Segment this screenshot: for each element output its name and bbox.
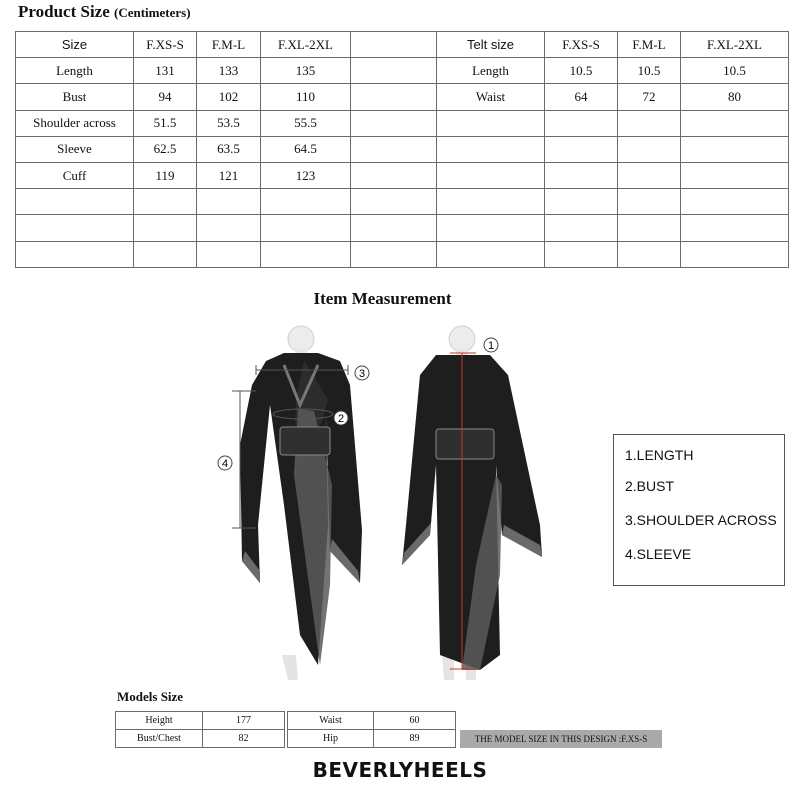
svg-text:4: 4 bbox=[221, 458, 229, 470]
table-cell bbox=[437, 136, 545, 162]
table-row bbox=[16, 110, 789, 136]
table-cell bbox=[437, 215, 545, 241]
table-cell bbox=[681, 189, 789, 215]
table-row bbox=[16, 215, 789, 241]
table-cell bbox=[545, 136, 618, 162]
table-cell bbox=[16, 241, 134, 267]
table-cell: 55.5 bbox=[261, 110, 351, 136]
table-cell bbox=[134, 189, 197, 215]
table-cell: Shoulder across bbox=[16, 110, 134, 136]
table-cell bbox=[351, 58, 437, 84]
models-table-right bbox=[287, 711, 456, 748]
back-garment bbox=[402, 355, 542, 670]
table-cell: F.XS-S bbox=[134, 32, 197, 58]
table-cell bbox=[197, 215, 261, 241]
table-cell: 133 bbox=[197, 58, 261, 84]
table-cell: 64.5 bbox=[261, 136, 351, 162]
table-cell bbox=[545, 110, 618, 136]
table-cell bbox=[437, 162, 545, 188]
table-cell bbox=[351, 241, 437, 267]
model-value: 177 bbox=[203, 712, 285, 730]
product-size-title-text: Product Size bbox=[18, 2, 110, 21]
measurement-legend bbox=[613, 434, 785, 586]
table-cell: 131 bbox=[134, 58, 197, 84]
table-cell: F.XS-S bbox=[545, 32, 618, 58]
table-cell: Length bbox=[437, 58, 545, 84]
measure-marker-1 bbox=[484, 338, 498, 352]
table-cell bbox=[618, 189, 681, 215]
table-cell: F.M-L bbox=[618, 32, 681, 58]
table-cell bbox=[618, 136, 681, 162]
model-label: Bust/Chest bbox=[116, 730, 203, 748]
table-cell bbox=[351, 84, 437, 110]
table-cell: Length bbox=[16, 58, 134, 84]
table-cell bbox=[618, 241, 681, 267]
table-cell: F.XL-2XL bbox=[261, 32, 351, 58]
garment-illustration bbox=[200, 325, 600, 685]
table-row bbox=[16, 189, 789, 215]
models-size-title: Models Size bbox=[117, 689, 184, 704]
table-row bbox=[16, 162, 789, 188]
table-cell bbox=[134, 241, 197, 267]
table-cell bbox=[16, 189, 134, 215]
item-measurement-title: Item Measurement bbox=[313, 289, 452, 308]
table-cell bbox=[261, 241, 351, 267]
table-cell bbox=[618, 215, 681, 241]
table-row bbox=[16, 84, 789, 110]
table-cell: 119 bbox=[134, 162, 197, 188]
front-garment bbox=[240, 353, 362, 665]
table-cell: F.XL-2XL bbox=[681, 32, 789, 58]
measure-marker-3 bbox=[355, 366, 369, 380]
table-cell bbox=[351, 162, 437, 188]
legend-item-sleeve: 4.SLEEVE bbox=[625, 546, 692, 562]
legend-item-shoulder: 3.SHOULDER ACROSS bbox=[625, 512, 777, 528]
table-cell: F.M-L bbox=[197, 32, 261, 58]
svg-text:2: 2 bbox=[337, 413, 345, 425]
table-row bbox=[116, 730, 285, 748]
model-label: Height bbox=[116, 712, 203, 730]
brand-logo-text: BEVERLYHEELS bbox=[312, 758, 488, 782]
model-value: 60 bbox=[374, 712, 456, 730]
table-cell bbox=[681, 241, 789, 267]
table-cell bbox=[351, 189, 437, 215]
model-value: 89 bbox=[374, 730, 456, 748]
table-header-row bbox=[16, 32, 789, 58]
measure-marker-4 bbox=[218, 456, 232, 470]
table-cell bbox=[197, 241, 261, 267]
table-cell bbox=[437, 189, 545, 215]
table-row bbox=[116, 712, 285, 730]
table-cell: 102 bbox=[197, 84, 261, 110]
table-cell bbox=[16, 215, 134, 241]
model-size-note: THE MODEL SIZE IN THIS DESIGN :F.XS-S bbox=[460, 730, 662, 748]
table-cell bbox=[681, 215, 789, 241]
table-cell: 10.5 bbox=[618, 58, 681, 84]
table-row bbox=[288, 730, 456, 748]
product-size-unit: (Centimeters) bbox=[114, 5, 191, 20]
table-row bbox=[16, 241, 789, 267]
table-cell bbox=[618, 162, 681, 188]
table-cell: 51.5 bbox=[134, 110, 197, 136]
measure-marker-2 bbox=[334, 411, 348, 425]
table-cell bbox=[545, 241, 618, 267]
table-cell bbox=[351, 32, 437, 58]
table-cell: 63.5 bbox=[197, 136, 261, 162]
table-cell: 121 bbox=[197, 162, 261, 188]
table-cell: Bust bbox=[16, 84, 134, 110]
table-cell bbox=[681, 162, 789, 188]
table-cell: 10.5 bbox=[681, 58, 789, 84]
model-label: Hip bbox=[288, 730, 374, 748]
table-row bbox=[16, 58, 789, 84]
models-table-left bbox=[115, 711, 285, 748]
table-cell: 72 bbox=[618, 84, 681, 110]
model-label: Waist bbox=[288, 712, 374, 730]
table-cell bbox=[618, 110, 681, 136]
table-cell bbox=[261, 215, 351, 241]
product-size-title bbox=[18, 2, 191, 22]
legend-item-bust: 2.BUST bbox=[625, 478, 675, 494]
table-cell bbox=[197, 189, 261, 215]
model-value: 82 bbox=[203, 730, 285, 748]
table-cell: 94 bbox=[134, 84, 197, 110]
table-cell bbox=[681, 136, 789, 162]
table-cell bbox=[351, 136, 437, 162]
table-cell: 53.5 bbox=[197, 110, 261, 136]
table-cell bbox=[261, 189, 351, 215]
table-cell bbox=[437, 110, 545, 136]
table-cell bbox=[545, 215, 618, 241]
table-cell bbox=[351, 215, 437, 241]
table-cell: 110 bbox=[261, 84, 351, 110]
table-row bbox=[16, 136, 789, 162]
table-cell: Waist bbox=[437, 84, 545, 110]
table-cell bbox=[545, 162, 618, 188]
table-cell: Cuff bbox=[16, 162, 134, 188]
table-cell: 10.5 bbox=[545, 58, 618, 84]
svg-text:1: 1 bbox=[487, 340, 495, 352]
table-cell: Sleeve bbox=[16, 136, 134, 162]
table-cell: 64 bbox=[545, 84, 618, 110]
table-cell bbox=[437, 241, 545, 267]
table-cell bbox=[134, 215, 197, 241]
table-cell bbox=[351, 110, 437, 136]
legend-item-length: 1.LENGTH bbox=[625, 447, 694, 463]
table-cell bbox=[681, 110, 789, 136]
table-cell: Telt size bbox=[437, 32, 545, 58]
svg-text:3: 3 bbox=[358, 368, 366, 380]
table-cell: Size bbox=[16, 32, 134, 58]
table-row bbox=[288, 712, 456, 730]
table-cell: 123 bbox=[261, 162, 351, 188]
size-chart-table bbox=[15, 31, 789, 268]
table-cell: 80 bbox=[681, 84, 789, 110]
table-cell: 62.5 bbox=[134, 136, 197, 162]
table-cell: 135 bbox=[261, 58, 351, 84]
table-cell bbox=[545, 189, 618, 215]
